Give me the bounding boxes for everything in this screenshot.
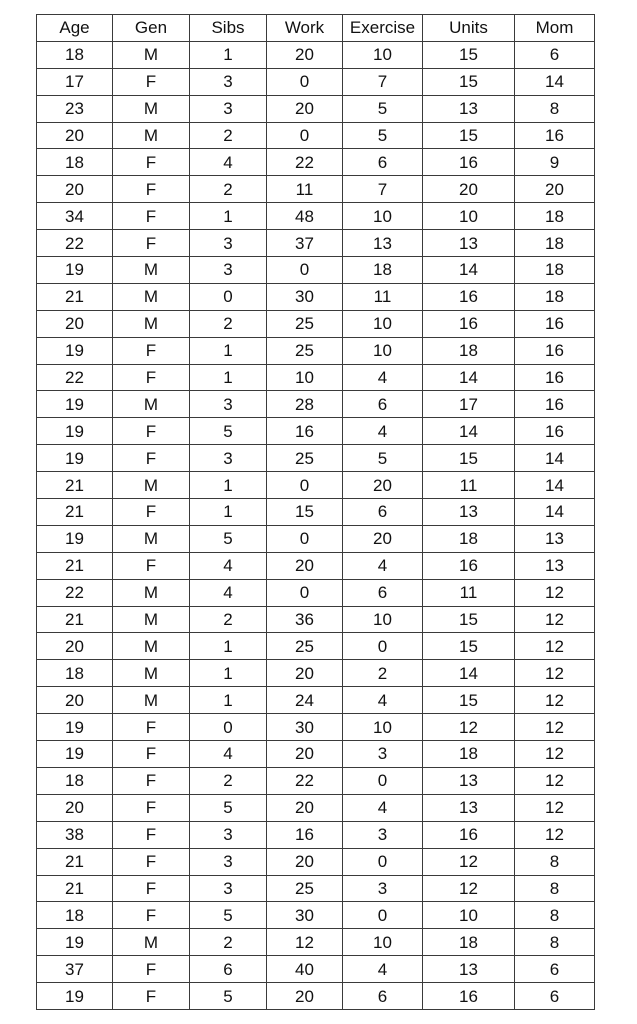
cell-gen: F [113, 956, 190, 983]
table-row [37, 687, 595, 714]
cell-units: 14 [423, 257, 515, 284]
cell-sibs: 2 [190, 606, 267, 633]
cell-work: 25 [267, 310, 343, 337]
cell-work: 15 [267, 499, 343, 526]
cell-exercise: 11 [343, 283, 423, 310]
cell-units: 12 [423, 848, 515, 875]
cell-gen: F [113, 499, 190, 526]
cell-sibs: 1 [190, 660, 267, 687]
cell-gen: F [113, 337, 190, 364]
cell-sibs: 3 [190, 445, 267, 472]
table-row [37, 714, 595, 741]
cell-mom: 18 [515, 230, 595, 257]
cell-work: 16 [267, 418, 343, 445]
cell-work: 20 [267, 983, 343, 1010]
cell-mom: 16 [515, 337, 595, 364]
table-header [37, 15, 595, 42]
table-row [37, 122, 595, 149]
cell-gen: M [113, 579, 190, 606]
cell-mom: 12 [515, 579, 595, 606]
cell-age: 21 [37, 283, 113, 310]
cell-sibs: 6 [190, 956, 267, 983]
cell-gen: F [113, 794, 190, 821]
cell-exercise: 5 [343, 122, 423, 149]
cell-gen: F [113, 230, 190, 257]
cell-work: 30 [267, 283, 343, 310]
cell-exercise: 5 [343, 95, 423, 122]
header-row [37, 15, 595, 42]
cell-work: 0 [267, 122, 343, 149]
cell-mom: 20 [515, 176, 595, 203]
cell-exercise: 10 [343, 41, 423, 68]
cell-work: 22 [267, 767, 343, 794]
cell-gen: F [113, 552, 190, 579]
cell-age: 20 [37, 176, 113, 203]
cell-exercise: 3 [343, 741, 423, 768]
cell-exercise: 4 [343, 687, 423, 714]
cell-sibs: 1 [190, 364, 267, 391]
cell-sibs: 3 [190, 230, 267, 257]
cell-gen: F [113, 68, 190, 95]
table-row [37, 875, 595, 902]
cell-sibs: 5 [190, 525, 267, 552]
cell-units: 14 [423, 660, 515, 687]
table-row [37, 552, 595, 579]
cell-gen: M [113, 283, 190, 310]
cell-mom: 16 [515, 418, 595, 445]
cell-mom: 9 [515, 149, 595, 176]
cell-work: 10 [267, 364, 343, 391]
cell-sibs: 3 [190, 257, 267, 284]
table-row [37, 983, 595, 1010]
cell-exercise: 10 [343, 203, 423, 230]
cell-work: 20 [267, 848, 343, 875]
cell-age: 21 [37, 848, 113, 875]
table-row [37, 956, 595, 983]
cell-work: 20 [267, 95, 343, 122]
cell-work: 12 [267, 929, 343, 956]
cell-units: 16 [423, 310, 515, 337]
cell-age: 20 [37, 687, 113, 714]
cell-exercise: 4 [343, 956, 423, 983]
table-row [37, 579, 595, 606]
cell-work: 30 [267, 902, 343, 929]
table-row [37, 741, 595, 768]
table-row [37, 337, 595, 364]
cell-age: 20 [37, 794, 113, 821]
cell-units: 18 [423, 337, 515, 364]
cell-mom: 12 [515, 687, 595, 714]
cell-exercise: 6 [343, 149, 423, 176]
cell-gen: M [113, 391, 190, 418]
cell-units: 12 [423, 714, 515, 741]
cell-age: 20 [37, 310, 113, 337]
cell-units: 15 [423, 687, 515, 714]
table-row [37, 767, 595, 794]
table-row [37, 929, 595, 956]
cell-exercise: 10 [343, 714, 423, 741]
cell-age: 21 [37, 552, 113, 579]
cell-mom: 8 [515, 848, 595, 875]
cell-sibs: 5 [190, 794, 267, 821]
cell-sibs: 1 [190, 687, 267, 714]
cell-units: 16 [423, 552, 515, 579]
cell-units: 17 [423, 391, 515, 418]
cell-gen: F [113, 902, 190, 929]
cell-work: 20 [267, 41, 343, 68]
cell-age: 19 [37, 257, 113, 284]
cell-exercise: 3 [343, 875, 423, 902]
cell-exercise: 10 [343, 929, 423, 956]
cell-sibs: 2 [190, 929, 267, 956]
cell-work: 20 [267, 741, 343, 768]
cell-units: 13 [423, 794, 515, 821]
column-header-units: Units [423, 15, 515, 42]
cell-work: 0 [267, 579, 343, 606]
cell-age: 38 [37, 821, 113, 848]
cell-gen: M [113, 310, 190, 337]
cell-mom: 8 [515, 902, 595, 929]
cell-work: 40 [267, 956, 343, 983]
cell-work: 24 [267, 687, 343, 714]
cell-mom: 16 [515, 391, 595, 418]
cell-exercise: 18 [343, 257, 423, 284]
cell-exercise: 4 [343, 418, 423, 445]
cell-work: 20 [267, 660, 343, 687]
cell-sibs: 4 [190, 149, 267, 176]
cell-mom: 12 [515, 821, 595, 848]
cell-sibs: 5 [190, 902, 267, 929]
cell-sibs: 1 [190, 499, 267, 526]
table-row [37, 418, 595, 445]
cell-sibs: 3 [190, 848, 267, 875]
table-row [37, 68, 595, 95]
cell-mom: 12 [515, 606, 595, 633]
table-row [37, 257, 595, 284]
cell-sibs: 2 [190, 122, 267, 149]
cell-exercise: 20 [343, 472, 423, 499]
cell-mom: 12 [515, 741, 595, 768]
cell-age: 19 [37, 418, 113, 445]
cell-gen: M [113, 929, 190, 956]
cell-exercise: 6 [343, 579, 423, 606]
table-row [37, 472, 595, 499]
cell-sibs: 2 [190, 767, 267, 794]
cell-gen: F [113, 418, 190, 445]
cell-work: 22 [267, 149, 343, 176]
cell-gen: F [113, 714, 190, 741]
cell-gen: F [113, 983, 190, 1010]
cell-gen: M [113, 633, 190, 660]
cell-units: 15 [423, 606, 515, 633]
cell-exercise: 0 [343, 633, 423, 660]
cell-gen: M [113, 41, 190, 68]
cell-mom: 18 [515, 283, 595, 310]
cell-work: 37 [267, 230, 343, 257]
cell-sibs: 2 [190, 310, 267, 337]
cell-mom: 13 [515, 552, 595, 579]
cell-work: 16 [267, 821, 343, 848]
cell-age: 18 [37, 902, 113, 929]
cell-age: 21 [37, 875, 113, 902]
cell-age: 23 [37, 95, 113, 122]
cell-age: 18 [37, 660, 113, 687]
cell-units: 14 [423, 418, 515, 445]
cell-exercise: 10 [343, 606, 423, 633]
column-header-work: Work [267, 15, 343, 42]
cell-gen: F [113, 848, 190, 875]
cell-sibs: 0 [190, 714, 267, 741]
cell-gen: F [113, 875, 190, 902]
cell-exercise: 0 [343, 848, 423, 875]
cell-units: 12 [423, 875, 515, 902]
cell-sibs: 3 [190, 68, 267, 95]
column-header-sibs: Sibs [190, 15, 267, 42]
table-row [37, 149, 595, 176]
cell-work: 11 [267, 176, 343, 203]
column-header-age: Age [37, 15, 113, 42]
cell-age: 21 [37, 499, 113, 526]
data-table [36, 14, 595, 1010]
cell-age: 18 [37, 149, 113, 176]
cell-work: 28 [267, 391, 343, 418]
cell-gen: F [113, 176, 190, 203]
cell-work: 0 [267, 68, 343, 95]
table-row [37, 176, 595, 203]
cell-gen: F [113, 767, 190, 794]
cell-sibs: 5 [190, 418, 267, 445]
cell-age: 17 [37, 68, 113, 95]
cell-sibs: 4 [190, 579, 267, 606]
cell-age: 19 [37, 445, 113, 472]
cell-work: 25 [267, 337, 343, 364]
cell-gen: M [113, 95, 190, 122]
cell-work: 36 [267, 606, 343, 633]
cell-work: 20 [267, 552, 343, 579]
cell-sibs: 5 [190, 983, 267, 1010]
cell-units: 20 [423, 176, 515, 203]
cell-units: 13 [423, 956, 515, 983]
table-row [37, 848, 595, 875]
cell-exercise: 5 [343, 445, 423, 472]
cell-mom: 16 [515, 310, 595, 337]
cell-work: 0 [267, 525, 343, 552]
cell-exercise: 2 [343, 660, 423, 687]
cell-units: 11 [423, 579, 515, 606]
cell-units: 18 [423, 741, 515, 768]
cell-mom: 14 [515, 499, 595, 526]
cell-exercise: 0 [343, 767, 423, 794]
cell-exercise: 13 [343, 230, 423, 257]
cell-mom: 6 [515, 41, 595, 68]
cell-sibs: 2 [190, 176, 267, 203]
cell-mom: 16 [515, 122, 595, 149]
column-header-gen: Gen [113, 15, 190, 42]
cell-units: 15 [423, 633, 515, 660]
cell-work: 0 [267, 472, 343, 499]
cell-age: 22 [37, 579, 113, 606]
cell-age: 19 [37, 983, 113, 1010]
cell-work: 25 [267, 445, 343, 472]
cell-units: 18 [423, 525, 515, 552]
table-row [37, 41, 595, 68]
table-row [37, 606, 595, 633]
table-row [37, 525, 595, 552]
cell-mom: 8 [515, 875, 595, 902]
cell-units: 16 [423, 149, 515, 176]
cell-age: 22 [37, 364, 113, 391]
cell-mom: 8 [515, 95, 595, 122]
cell-sibs: 1 [190, 203, 267, 230]
table-row [37, 310, 595, 337]
cell-work: 30 [267, 714, 343, 741]
cell-units: 14 [423, 364, 515, 391]
cell-exercise: 6 [343, 499, 423, 526]
cell-work: 0 [267, 257, 343, 284]
cell-sibs: 1 [190, 41, 267, 68]
cell-gen: M [113, 687, 190, 714]
cell-age: 19 [37, 525, 113, 552]
cell-age: 22 [37, 230, 113, 257]
cell-sibs: 1 [190, 337, 267, 364]
cell-units: 18 [423, 929, 515, 956]
table-row [37, 633, 595, 660]
cell-age: 37 [37, 956, 113, 983]
cell-mom: 12 [515, 794, 595, 821]
table-row [37, 364, 595, 391]
cell-mom: 8 [515, 929, 595, 956]
cell-age: 19 [37, 929, 113, 956]
cell-gen: F [113, 821, 190, 848]
cell-mom: 12 [515, 660, 595, 687]
cell-exercise: 10 [343, 337, 423, 364]
table-row [37, 283, 595, 310]
cell-mom: 12 [515, 767, 595, 794]
column-header-mom: Mom [515, 15, 595, 42]
cell-units: 13 [423, 230, 515, 257]
cell-exercise: 4 [343, 364, 423, 391]
table-row [37, 499, 595, 526]
cell-units: 16 [423, 283, 515, 310]
cell-gen: M [113, 525, 190, 552]
cell-mom: 6 [515, 956, 595, 983]
cell-units: 16 [423, 821, 515, 848]
cell-units: 13 [423, 95, 515, 122]
cell-exercise: 4 [343, 794, 423, 821]
cell-gen: F [113, 149, 190, 176]
cell-units: 15 [423, 68, 515, 95]
table-row [37, 203, 595, 230]
cell-gen: M [113, 606, 190, 633]
table-row [37, 660, 595, 687]
cell-gen: F [113, 445, 190, 472]
cell-mom: 16 [515, 364, 595, 391]
cell-exercise: 0 [343, 902, 423, 929]
table-row [37, 230, 595, 257]
cell-gen: F [113, 203, 190, 230]
cell-units: 13 [423, 499, 515, 526]
table-body [37, 41, 595, 1009]
cell-age: 19 [37, 337, 113, 364]
table-row [37, 445, 595, 472]
cell-units: 15 [423, 41, 515, 68]
cell-age: 19 [37, 391, 113, 418]
cell-sibs: 1 [190, 633, 267, 660]
cell-gen: M [113, 472, 190, 499]
cell-work: 20 [267, 794, 343, 821]
table-row [37, 95, 595, 122]
cell-gen: M [113, 122, 190, 149]
cell-sibs: 3 [190, 391, 267, 418]
table-row [37, 794, 595, 821]
column-header-exercise: Exercise [343, 15, 423, 42]
cell-sibs: 4 [190, 552, 267, 579]
cell-mom: 12 [515, 714, 595, 741]
cell-mom: 18 [515, 257, 595, 284]
table-row [37, 821, 595, 848]
cell-gen: M [113, 660, 190, 687]
cell-gen: F [113, 741, 190, 768]
cell-mom: 13 [515, 525, 595, 552]
cell-sibs: 0 [190, 283, 267, 310]
cell-work: 48 [267, 203, 343, 230]
cell-exercise: 20 [343, 525, 423, 552]
cell-mom: 6 [515, 983, 595, 1010]
cell-age: 20 [37, 633, 113, 660]
cell-age: 19 [37, 714, 113, 741]
cell-mom: 14 [515, 445, 595, 472]
cell-exercise: 3 [343, 821, 423, 848]
cell-sibs: 3 [190, 821, 267, 848]
cell-units: 13 [423, 767, 515, 794]
cell-work: 25 [267, 633, 343, 660]
cell-mom: 14 [515, 472, 595, 499]
cell-exercise: 7 [343, 176, 423, 203]
cell-mom: 12 [515, 633, 595, 660]
cell-age: 21 [37, 472, 113, 499]
cell-mom: 14 [515, 68, 595, 95]
cell-age: 18 [37, 41, 113, 68]
cell-age: 18 [37, 767, 113, 794]
cell-units: 15 [423, 122, 515, 149]
cell-sibs: 4 [190, 741, 267, 768]
cell-exercise: 10 [343, 310, 423, 337]
cell-units: 15 [423, 445, 515, 472]
cell-mom: 18 [515, 203, 595, 230]
table-row [37, 902, 595, 929]
cell-gen: F [113, 364, 190, 391]
cell-gen: M [113, 257, 190, 284]
cell-exercise: 7 [343, 68, 423, 95]
cell-units: 10 [423, 203, 515, 230]
cell-work: 25 [267, 875, 343, 902]
cell-sibs: 1 [190, 472, 267, 499]
cell-age: 34 [37, 203, 113, 230]
cell-sibs: 3 [190, 875, 267, 902]
cell-age: 21 [37, 606, 113, 633]
cell-age: 19 [37, 741, 113, 768]
cell-age: 20 [37, 122, 113, 149]
cell-units: 11 [423, 472, 515, 499]
cell-units: 16 [423, 983, 515, 1010]
cell-exercise: 6 [343, 983, 423, 1010]
cell-sibs: 3 [190, 95, 267, 122]
cell-units: 10 [423, 902, 515, 929]
cell-exercise: 6 [343, 391, 423, 418]
table-row [37, 391, 595, 418]
cell-exercise: 4 [343, 552, 423, 579]
